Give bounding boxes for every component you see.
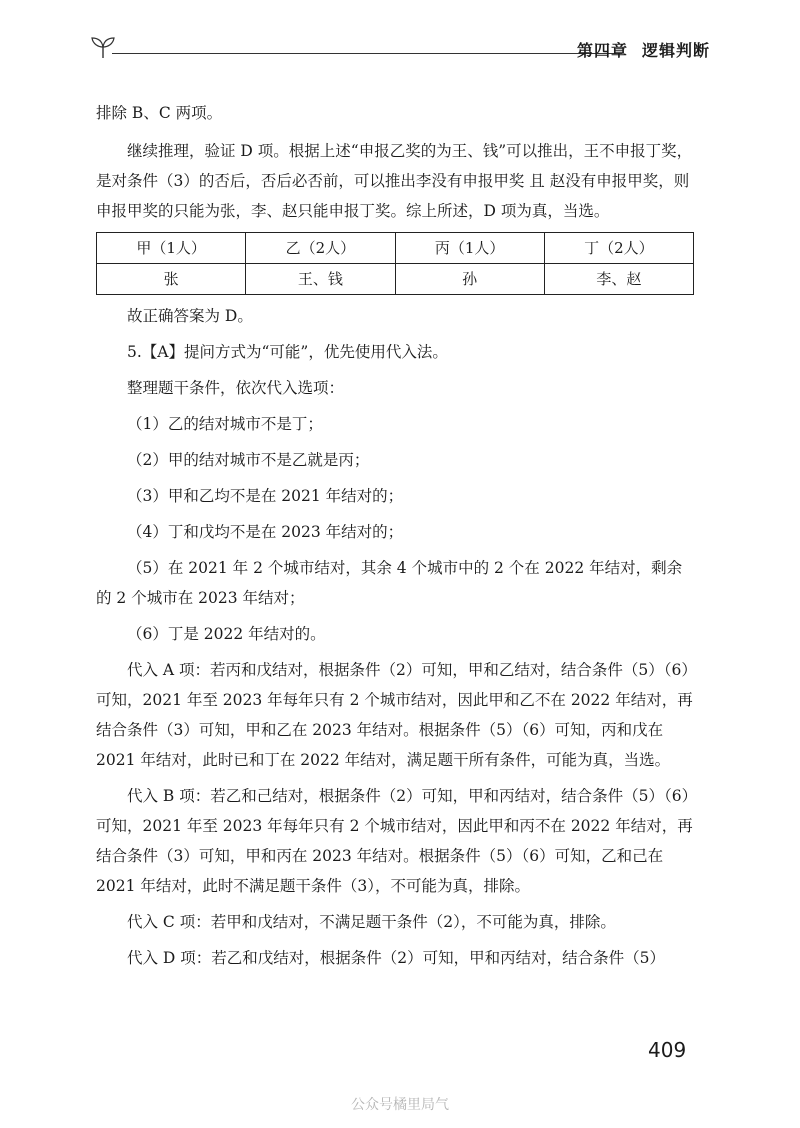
page-body bbox=[96, 98, 694, 973]
condition-6: （6）丁是 2022 年结对的。 bbox=[127, 625, 326, 643]
table-cell: 王、钱 bbox=[246, 264, 395, 295]
table-header-cell: 甲（1人） bbox=[97, 233, 246, 264]
page-number: 409 bbox=[648, 1038, 687, 1062]
option-a-analysis: 代入 A 项：若丙和戊结对，根据条件（2）可知，甲和乙结对，结合条件（5）（6）可知，2021 年至 2023 年每年只有 2 个城市结对，因此甲和乙不在 2022 年结对，再结合条件（3）可知，甲和乙在 2023 年结对。根据条件（5）（6）可知，丙和戊在 2021 年结对，此时已和丁在 2022 年结对，满足题干所有条件，可能为真，当选。 bbox=[96, 661, 693, 769]
option-d-analysis: 代入 D 项：若乙和戊结对，根据条件（2）可知，甲和丙结对，结合条件（5） bbox=[127, 949, 666, 967]
header-rule bbox=[112, 53, 622, 54]
page-header bbox=[88, 30, 710, 66]
chapter-number: 第四章 bbox=[576, 41, 628, 60]
condition-2: （2）甲的结对城市不是乙就是丙； bbox=[127, 451, 370, 469]
table-row bbox=[97, 264, 694, 295]
watermark: 公众号橘里局气 bbox=[351, 1097, 449, 1113]
option-b-analysis: 代入 B 项：若乙和己结对，根据条件（2）可知，甲和丙结对，结合条件（5）（6）可知，2021 年至 2023 年每年只有 2 个城市结对，因此甲和丙不在 2022 年结对，再结合条件（3）可知，甲和丙在 2023 年结对。根据条件（5）（6）可知，乙和己在 2021 年结对，此时不满足题干条件（3），不可能为真，排除。 bbox=[96, 787, 693, 895]
condition-5: （5）在 2021 年 2 个城市结对，其余 4 个城市中的 2 个在 2022 年结对，剩余的 2 个城市在 2023 年结对； bbox=[96, 559, 683, 607]
table-header-cell: 丙（1人） bbox=[395, 233, 544, 264]
condition-3: （3）甲和乙均不是在 2021 年结对的； bbox=[127, 487, 404, 505]
chapter-name: 逻辑判断 bbox=[641, 41, 710, 60]
table-cell: 张 bbox=[97, 264, 246, 295]
paragraph-organize: 整理题干条件，依次代入选项： bbox=[127, 379, 345, 397]
paragraph-verify-d: 继续推理，验证 D 项。根据上述“申报乙奖的为王、钱”可以推出，王不申报丁奖，是对条件（3）的否后，否后必否前，可以推出李没有申报甲奖 且 赵没有申报甲奖，则申报甲奖的只能为张，李、赵只能申报丁奖。综上所述，D 项为真，当选。 bbox=[96, 142, 693, 220]
condition-1: （1）乙的结对城市不是丁； bbox=[127, 415, 323, 433]
table-header-cell: 丁（2人） bbox=[544, 233, 693, 264]
paragraph-answer: 故正确答案为 D。 bbox=[127, 307, 253, 325]
answer-table bbox=[96, 232, 694, 295]
sprout-icon bbox=[88, 32, 118, 62]
option-c-analysis: 代入 C 项：若甲和戊结对，不满足题干条件（2），不可能为真，排除。 bbox=[127, 913, 616, 931]
paragraph-question-5: 5.【A】提问方式为“可能”，优先使用代入法。 bbox=[127, 343, 448, 361]
table-cell: 孙 bbox=[395, 264, 544, 295]
table-header-cell: 乙（2人） bbox=[246, 233, 395, 264]
table-header-row bbox=[97, 233, 694, 264]
table-cell: 李、赵 bbox=[544, 264, 693, 295]
chapter-title bbox=[577, 38, 710, 61]
paragraph-exclude: 排除 B、C 两项。 bbox=[96, 104, 223, 122]
condition-4: （4）丁和戊均不是在 2023 年结对的； bbox=[127, 523, 404, 541]
